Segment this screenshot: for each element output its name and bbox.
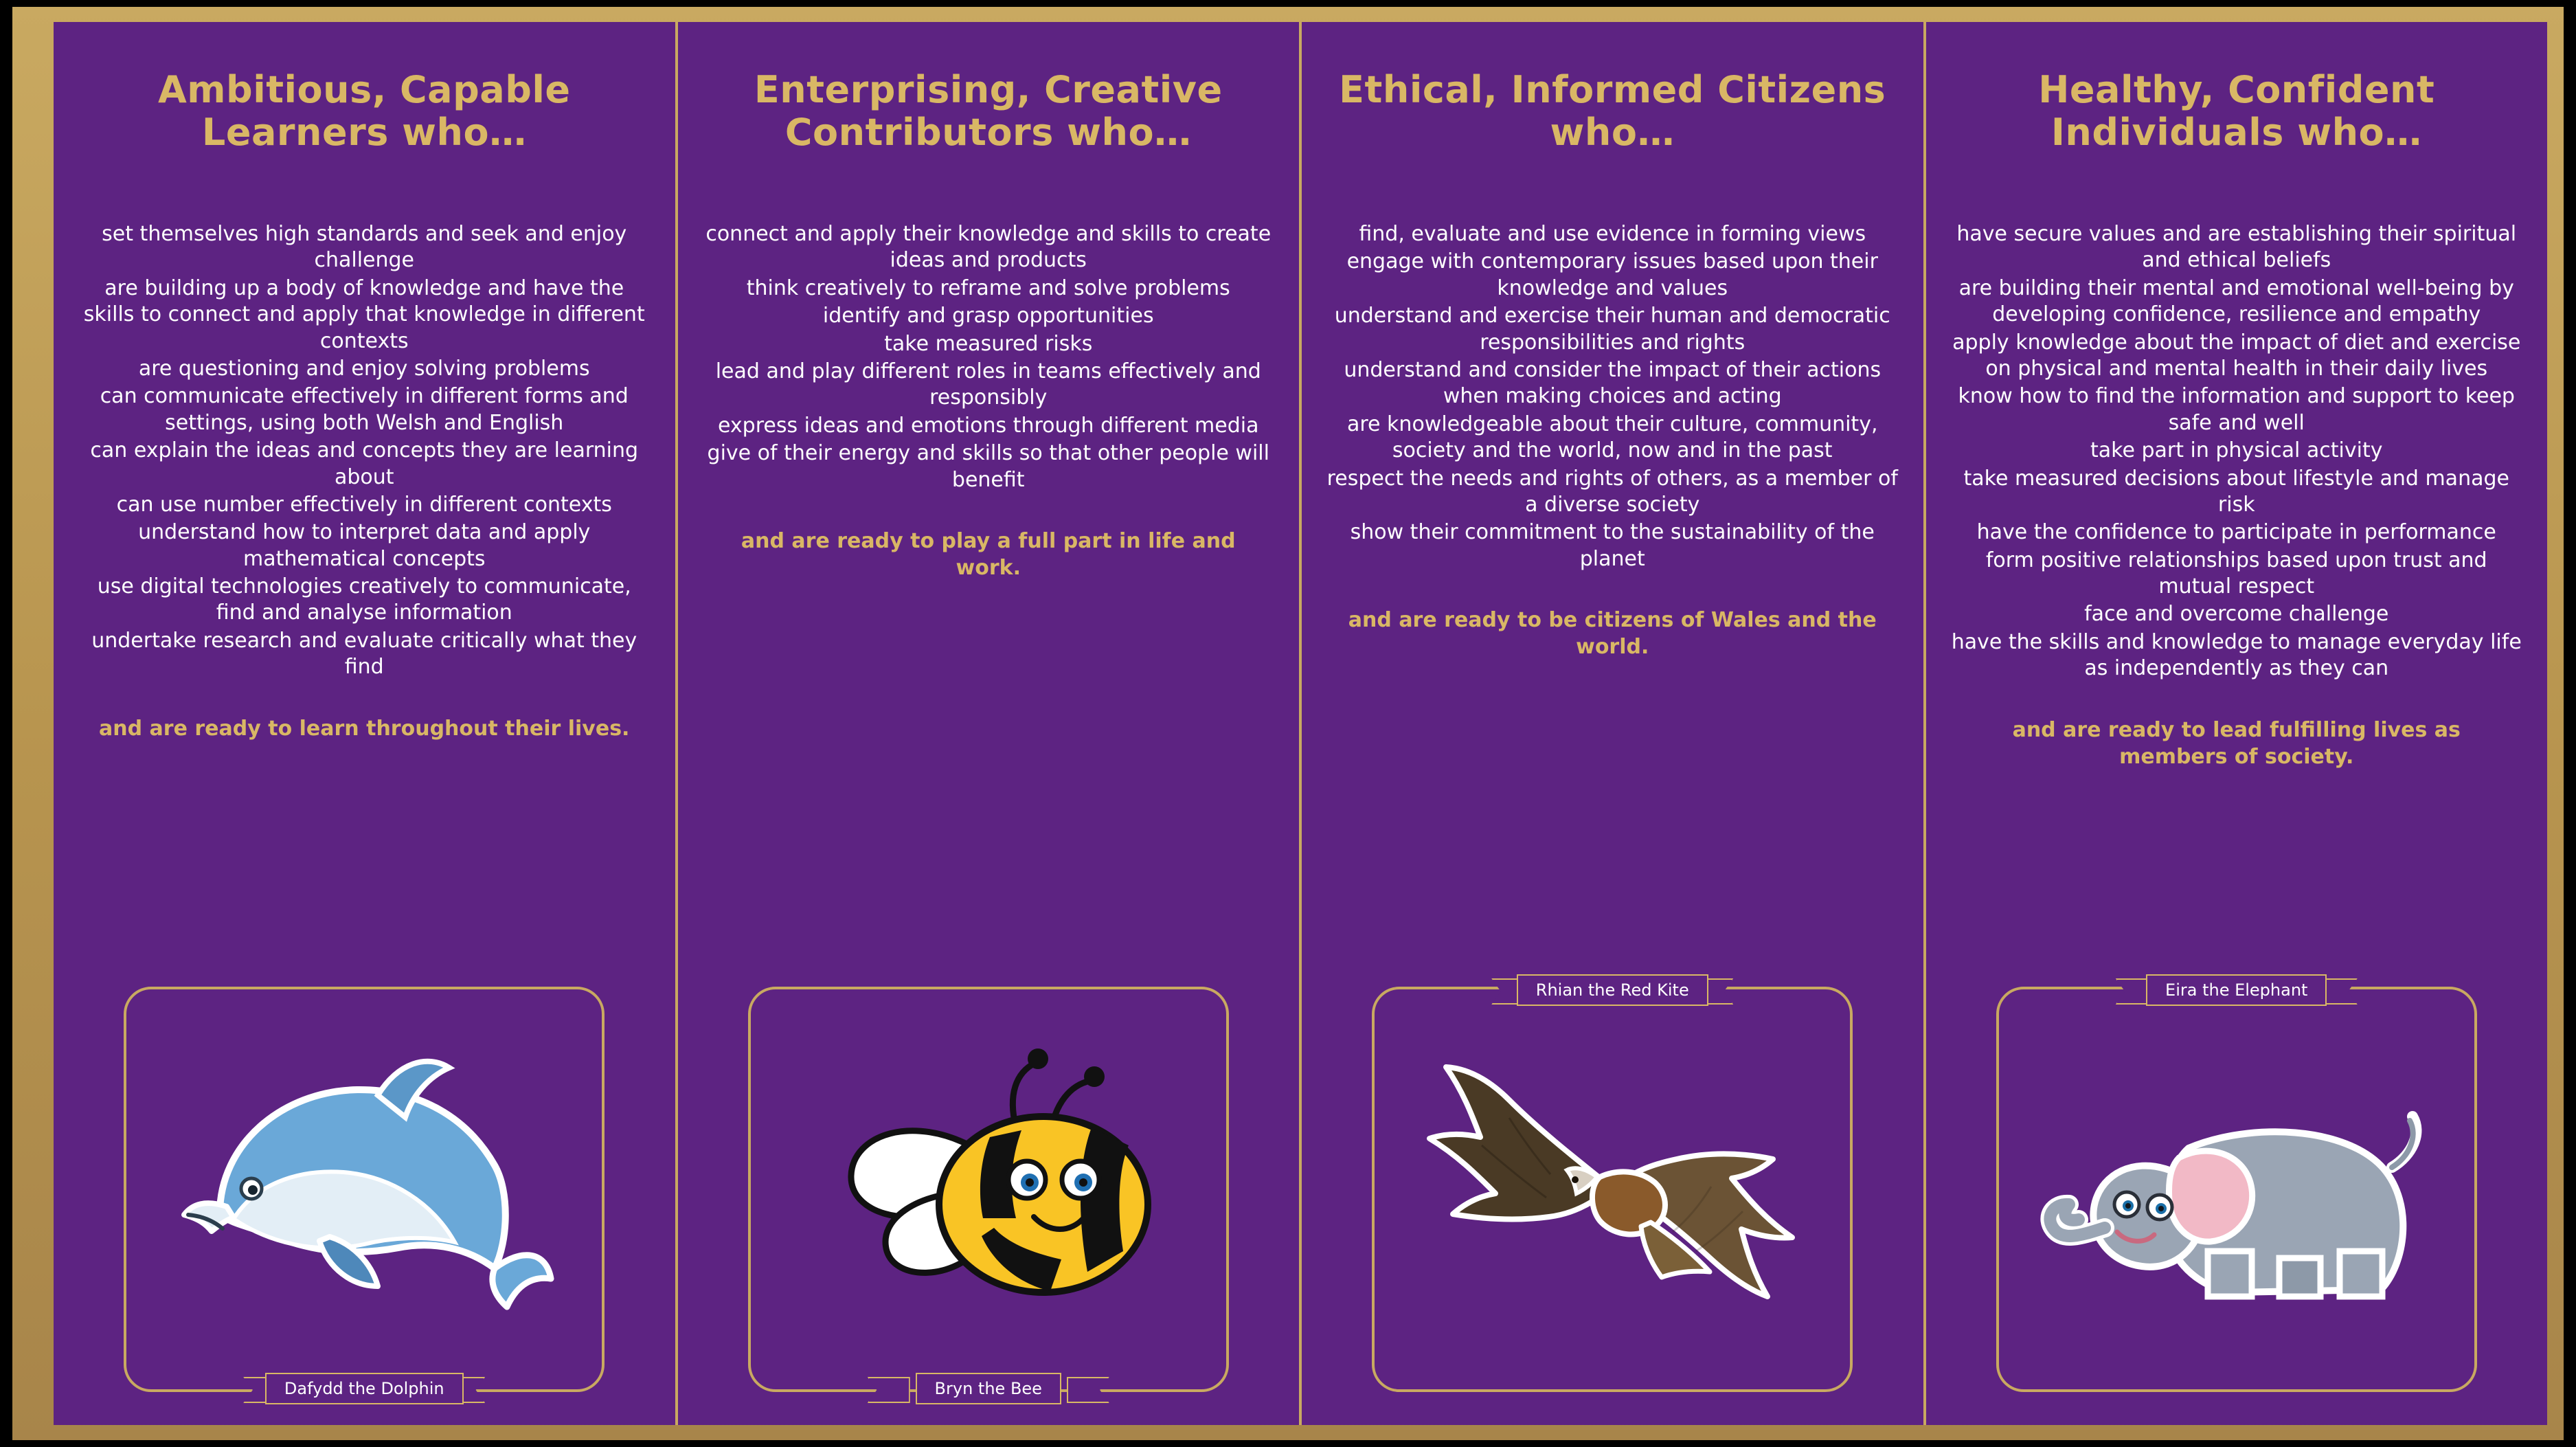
bullet-item: have secure values and are establishing their spiritual and ethical beliefs: [1956, 222, 2517, 273]
column-bullets: [1317, 221, 1908, 574]
bullet-item: use digital technologies creatively to communicate, find and analyse information: [97, 574, 631, 625]
character-name-label: Bryn the Bee: [916, 1373, 1061, 1404]
column-title: Ambitious, Capable Learners who…: [158, 68, 571, 155]
bullet-item: can use number effectively in different contexts: [116, 492, 612, 517]
column-bullets: [693, 221, 1285, 495]
bullet-item: apply knowledge about the impact of diet and exercise on physical and mental health in their daily lives: [1952, 330, 2521, 381]
bullet-item: face and overcome challenge: [2084, 602, 2389, 627]
bullet-item: engage with contemporary issues based upon their knowledge and values: [1346, 249, 1878, 300]
column-ethical-informed-citizens: [1299, 22, 1923, 1425]
elephant-icon: [1999, 989, 2474, 1389]
purple-panel: [54, 22, 2547, 1425]
column-title: Healthy, Confident Individuals who…: [2038, 68, 2435, 155]
character-name-ribbon: [1489, 972, 1736, 1009]
column-bullets: [1941, 221, 2533, 684]
bullet-item: form positive relationships based upon trust and mutual respect: [1985, 548, 2487, 599]
bullet-item: undertake research and evaluate critically what they find: [91, 628, 637, 680]
bullet-item: identify and grasp opportunities: [822, 304, 1154, 328]
ribbon-tail-left: [868, 1377, 910, 1403]
character-name-label: Eira the Elephant: [2146, 974, 2327, 1006]
character-card-elephant: [1996, 980, 2477, 1392]
character-name-ribbon: [240, 1370, 488, 1407]
column-bullets: [69, 221, 660, 682]
bullet-item: are knowledgeable about their culture, community, society and the world, now and in the past: [1347, 412, 1878, 463]
bullet-item: find, evaluate and use evidence in forming views: [1359, 222, 1866, 246]
bullet-item: connect and apply their knowledge and skills to create ideas and products: [705, 222, 1272, 273]
column-title: Enterprising, Creative Contributors who…: [754, 68, 1223, 155]
column-closing-statement: and are ready to lead fulfilling lives as members of society.: [2012, 717, 2461, 769]
bullet-item: respect the needs and rights of others, as a member of a diverse society: [1326, 466, 1898, 517]
bullet-item: have the confidence to participate in performance: [1976, 520, 2496, 545]
bullet-item: take measured decisions about lifestyle and manage risk: [1963, 466, 2509, 517]
character-name-ribbon: [2113, 972, 2360, 1009]
column-ambitious-capable-learners: [54, 22, 675, 1425]
character-card-dolphin: [124, 987, 605, 1398]
bullet-item: know how to find the information and support to keep safe and well: [1958, 384, 2515, 435]
bullet-item: have the skills and knowledge to manage everyday life as independently as they can: [1951, 629, 2522, 681]
bullet-item: think creatively to reframe and solve problems: [746, 276, 1230, 300]
bullet-item: set themselves high standards and seek and enjoy challenge: [102, 222, 627, 273]
bullet-item: understand how to interpret data and apply mathematical concepts: [138, 520, 591, 571]
column-title: Ethical, Informed Citizens who…: [1339, 68, 1886, 155]
character-name-label: Rhian the Red Kite: [1517, 974, 1708, 1006]
character-name-ribbon: [865, 1370, 1112, 1407]
bullet-item: understand and exercise their human and democratic responsibilities and rights: [1334, 304, 1890, 355]
column-enterprising-creative-contributors: [675, 22, 1300, 1425]
ribbon-tail-right: [1067, 1377, 1109, 1403]
bullet-item: take part in physical activity: [2090, 438, 2383, 463]
bullet-item: are building up a body of knowledge and have the skills to connect and apply that knowledge in different contexts: [83, 276, 645, 353]
column-healthy-confident-individuals: [1923, 22, 2548, 1425]
character-name-label: Dafydd the Dolphin: [265, 1373, 464, 1404]
bullet-item: show their commitment to the sustainability of the planet: [1350, 520, 1875, 571]
bullet-item: can explain the ideas and concepts they are learning about: [90, 438, 639, 489]
column-closing-statement: and are ready to learn throughout their lives.: [99, 716, 630, 741]
column-closing-statement: and are ready to play a full part in life and work.: [741, 528, 1236, 580]
red-kite-icon: [1375, 989, 1850, 1389]
gold-frame: [12, 7, 2564, 1440]
bullet-item: take measured risks: [884, 331, 1093, 356]
bee-icon: [751, 989, 1226, 1389]
bullet-item: are building their mental and emotional well-being by developing confidence, resilience and empathy: [1958, 276, 2514, 327]
bullet-item: understand and consider the impact of their actions when making choices and acting: [1344, 357, 1882, 409]
dolphin-icon: [126, 989, 602, 1389]
bullet-item: express ideas and emotions through different media: [718, 413, 1259, 438]
column-closing-statement: and are ready to be citizens of Wales and the world.: [1348, 608, 1877, 660]
bullet-item: can communicate effectively in different forms and settings, using both Welsh and English: [100, 384, 629, 435]
bullet-item: lead and play different roles in teams effectively and responsibly: [715, 359, 1261, 410]
character-card-red-kite: [1372, 980, 1853, 1392]
bullet-item: are questioning and enjoy solving problems: [138, 356, 590, 381]
character-card-bee: [748, 987, 1229, 1398]
bullet-item: give of their energy and skills so that other people will benefit: [707, 441, 1269, 492]
